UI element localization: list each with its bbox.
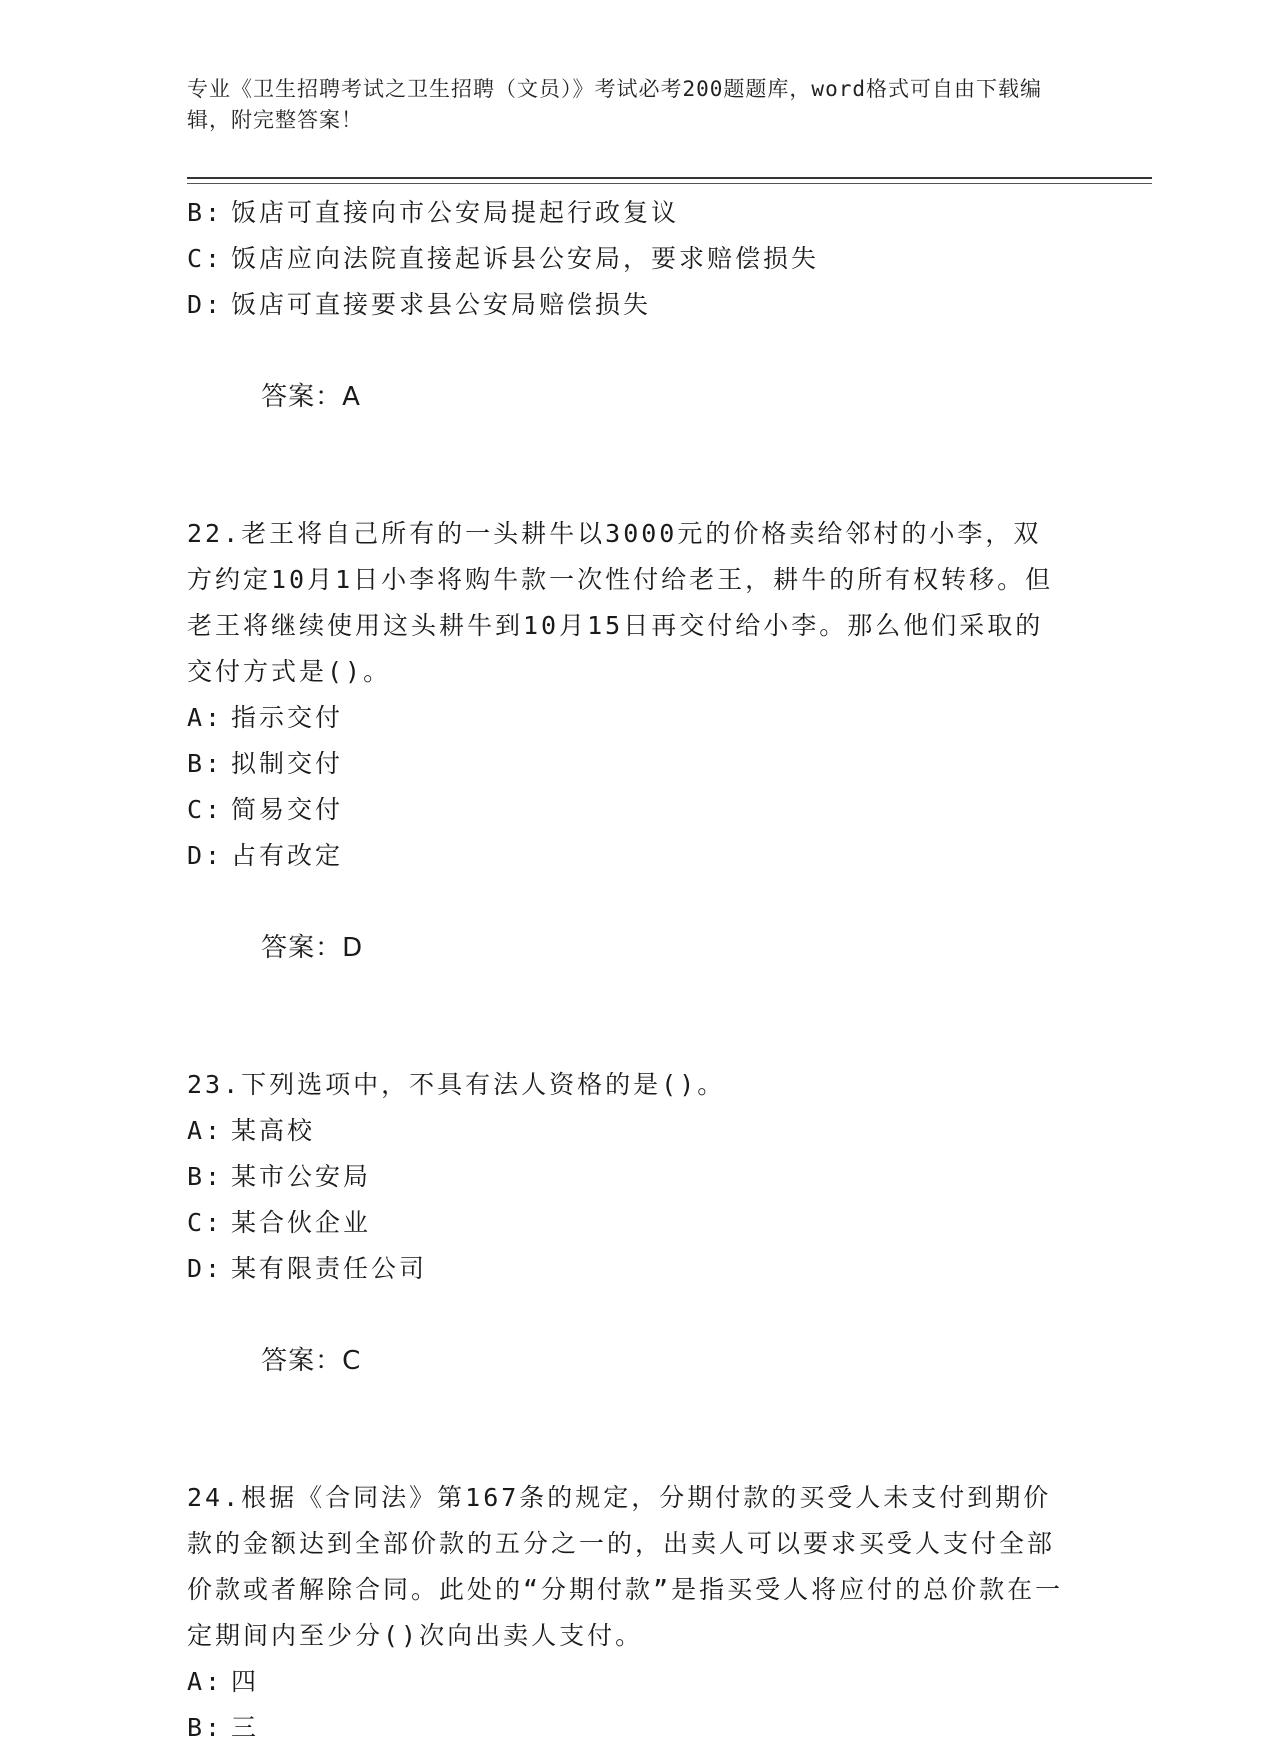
option-letter: C: xyxy=(187,1208,224,1237)
option-b xyxy=(187,190,1087,236)
continued-question xyxy=(187,190,1087,466)
option-text: 某高校 xyxy=(231,1116,316,1145)
option-letter: B: xyxy=(187,1162,224,1191)
option-letter: D: xyxy=(187,1254,224,1283)
option-b xyxy=(187,741,1087,787)
option-a xyxy=(187,1659,1087,1705)
answer-line xyxy=(187,879,1087,1017)
answer-line xyxy=(187,1292,1087,1430)
option-letter: A: xyxy=(187,1667,224,1696)
option-c xyxy=(187,787,1087,833)
option-letter: D: xyxy=(187,841,224,870)
answer-value: D xyxy=(342,933,364,963)
page-header: 专业《卫生招聘考试之卫生招聘（文员）》考试必考200题题库，word格式可自由下载编辑，附完整答案！ xyxy=(187,77,1042,132)
option-letter: B: xyxy=(187,1713,224,1742)
option-text: 拟制交付 xyxy=(231,749,344,778)
option-text: 某市公安局 xyxy=(231,1162,372,1191)
option-letter: C: xyxy=(187,795,224,824)
header-rule-thin xyxy=(187,183,1152,184)
option-a xyxy=(187,695,1087,741)
answer-line xyxy=(187,328,1087,466)
option-letter: C: xyxy=(187,244,224,273)
option-d xyxy=(187,833,1087,879)
header-rule-thick xyxy=(187,177,1152,179)
option-letter: D: xyxy=(187,290,224,319)
option-text: 指示交付 xyxy=(231,703,344,732)
option-text: 简易交付 xyxy=(231,795,344,824)
answer-label: 答案： xyxy=(261,933,343,963)
option-text: 四 xyxy=(231,1667,260,1696)
option-text: 占有改定 xyxy=(231,841,344,870)
option-letter: B: xyxy=(187,749,224,778)
option-c xyxy=(187,1200,1087,1246)
option-letter: A: xyxy=(187,703,224,732)
option-a xyxy=(187,1108,1087,1154)
option-b xyxy=(187,1154,1087,1200)
option-d xyxy=(187,1246,1087,1292)
option-text: 饭店应向法院直接起诉县公安局，要求赔偿损失 xyxy=(231,244,820,273)
answer-value: A xyxy=(342,382,361,412)
option-text: 三 xyxy=(231,1713,260,1742)
question-text: 22.老王将自己所有的一头耕牛以3000元的价格卖给邻村的小李，双方约定10月1日小李将购牛款一次性付给老王，耕牛的所有权转移。但老王将继续使用这头耕牛到10月15日再交付给小李。那么他们采取的交付方式是()。 xyxy=(187,519,1054,686)
question-24 xyxy=(187,1475,1087,1751)
question-text: 24.根据《合同法》第167条的规定，分期付款的买受人未支付到期价款的金额达到全部价款的五分之一的，出卖人可以要求买受人支付全部价款或者解除合同。此处的“分期付款”是指买受人将应付的总价款在一定期间内至少分()次向出卖人支付。 xyxy=(187,1483,1064,1650)
option-text: 某合伙企业 xyxy=(231,1208,372,1237)
option-text: 饭店可直接向市公安局提起行政复议 xyxy=(231,198,680,227)
option-c xyxy=(187,236,1087,282)
question-content xyxy=(187,190,1087,1751)
question-22 xyxy=(187,511,1087,1017)
option-letter: A: xyxy=(187,1116,224,1145)
answer-label: 答案： xyxy=(261,382,343,412)
answer-value: C xyxy=(342,1346,362,1376)
option-d xyxy=(187,282,1087,328)
answer-label: 答案： xyxy=(261,1346,343,1376)
option-text: 某有限责任公司 xyxy=(231,1254,428,1283)
option-letter: B: xyxy=(187,198,224,227)
option-b xyxy=(187,1705,1087,1751)
option-text: 饭店可直接要求县公安局赔偿损失 xyxy=(231,290,652,319)
question-text: 23.下列选项中，不具有法人资格的是()。 xyxy=(187,1070,726,1099)
question-23 xyxy=(187,1062,1087,1430)
